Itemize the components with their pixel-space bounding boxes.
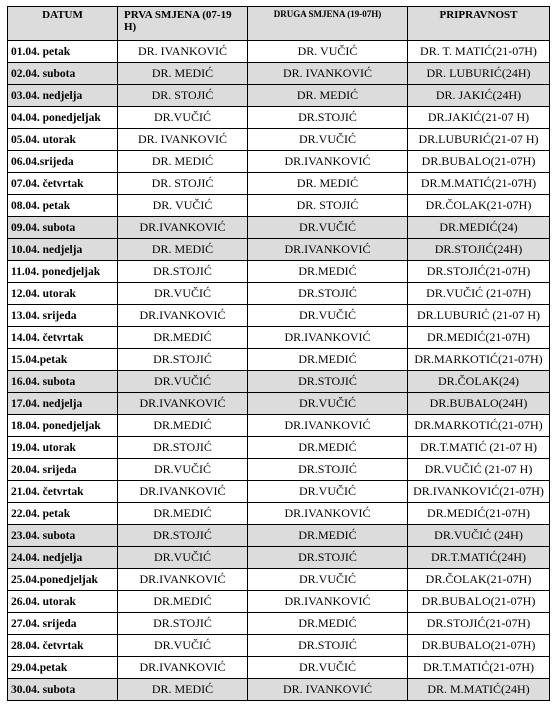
cell-druga-smjena: DR.STOJIĆ — [248, 459, 408, 481]
cell-pripravnost: DR.T.MATIĆ(21-07H) — [408, 657, 550, 679]
cell-pripravnost: DR.ČOLAK(21-07H) — [408, 569, 550, 591]
cell-prva-smjena: DR. VUČIĆ — [118, 195, 248, 217]
cell-date: 24.04. nedjelja — [8, 547, 118, 569]
cell-druga-smjena: DR.MEDIĆ — [248, 261, 408, 283]
cell-pripravnost: DR.MEDIĆ(21-07H) — [408, 327, 550, 349]
cell-druga-smjena: DR. IVANKOVIĆ — [248, 63, 408, 85]
cell-druga-smjena: DR.STOJIĆ — [248, 635, 408, 657]
cell-prva-smjena: DR.VUČIĆ — [118, 371, 248, 393]
cell-prva-smjena: DR.IVANKOVIĆ — [118, 569, 248, 591]
cell-druga-smjena: DR. STOJIĆ — [248, 195, 408, 217]
table-row — [8, 569, 550, 591]
cell-prva-smjena: DR.MEDIĆ — [118, 591, 248, 613]
cell-prva-smjena: DR.VUČIĆ — [118, 107, 248, 129]
cell-druga-smjena: DR.MEDIĆ — [248, 613, 408, 635]
table-row — [8, 591, 550, 613]
cell-druga-smjena: DR.IVANKOVIĆ — [248, 591, 408, 613]
cell-date: 29.04.petak — [8, 657, 118, 679]
table-row — [8, 63, 550, 85]
table-row — [8, 305, 550, 327]
cell-prva-smjena: DR.IVANKOVIĆ — [118, 657, 248, 679]
cell-date: 18.04. ponedjeljak — [8, 415, 118, 437]
cell-druga-smjena: DR.VUČIĆ — [248, 481, 408, 503]
cell-date: 16.04. subota — [8, 371, 118, 393]
header-druga-smjena: DRUGA SMJENA (19-07H) — [248, 7, 408, 41]
cell-pripravnost: DR.MARKOTIĆ(21-07H) — [408, 415, 550, 437]
cell-druga-smjena: DR. IVANKOVIĆ — [248, 679, 408, 701]
cell-date: 21.04. četvrtak — [8, 481, 118, 503]
cell-prva-smjena: DR. MEDIĆ — [118, 679, 248, 701]
cell-druga-smjena: DR.VUČIĆ — [248, 129, 408, 151]
table-row — [8, 261, 550, 283]
cell-druga-smjena: DR.STOJIĆ — [248, 107, 408, 129]
cell-date: 17.04. nedjelja — [8, 393, 118, 415]
cell-pripravnost: DR.STOJIĆ(21-07H) — [408, 261, 550, 283]
table-row — [8, 679, 550, 701]
cell-pripravnost: DR.BUBALO(21-07H) — [408, 591, 550, 613]
cell-prva-smjena: DR.VUČIĆ — [118, 459, 248, 481]
table-row — [8, 173, 550, 195]
cell-date: 19.04. utorak — [8, 437, 118, 459]
cell-prva-smjena: DR.VUČIĆ — [118, 547, 248, 569]
cell-druga-smjena: DR.VUČIĆ — [248, 305, 408, 327]
cell-pripravnost: DR.BUBALO(21-07H) — [408, 151, 550, 173]
cell-pripravnost: DR.T.MATIĆ(24H) — [408, 547, 550, 569]
cell-druga-smjena: DR. VUČIĆ — [248, 41, 408, 63]
schedule-sheet — [7, 6, 550, 701]
cell-pripravnost: DR.MEDIĆ(21-07H) — [408, 503, 550, 525]
cell-prva-smjena: DR.VUČIĆ — [118, 283, 248, 305]
cell-druga-smjena: DR.STOJIĆ — [248, 283, 408, 305]
table-row — [8, 85, 550, 107]
table-row — [8, 107, 550, 129]
header-row — [8, 7, 550, 41]
cell-prva-smjena: DR.STOJIĆ — [118, 525, 248, 547]
cell-date: 03.04. nedjelja — [8, 85, 118, 107]
table-row — [8, 437, 550, 459]
cell-date: 07.04. četvrtak — [8, 173, 118, 195]
cell-pripravnost: DR.VUČIĆ (24H) — [408, 525, 550, 547]
table-row — [8, 283, 550, 305]
cell-pripravnost: DR. LUBURIĆ(24H) — [408, 63, 550, 85]
table-row — [8, 459, 550, 481]
cell-date: 26.04. utorak — [8, 591, 118, 613]
cell-pripravnost: DR.ČOLAK(24) — [408, 371, 550, 393]
cell-druga-smjena: DR.MEDIĆ — [248, 437, 408, 459]
cell-date: 11.04. ponedjeljak — [8, 261, 118, 283]
cell-date: 12.04. utorak — [8, 283, 118, 305]
table-row — [8, 503, 550, 525]
table-row — [8, 129, 550, 151]
table-row — [8, 371, 550, 393]
cell-pripravnost: DR.ČOLAK(21-07H) — [408, 195, 550, 217]
cell-prva-smjena: DR. IVANKOVIĆ — [118, 129, 248, 151]
table-row — [8, 195, 550, 217]
cell-pripravnost: DR.MARKOTIĆ(21-07H) — [408, 349, 550, 371]
cell-prva-smjena: DR. IVANKOVIĆ — [118, 41, 248, 63]
cell-pripravnost: DR.STOJIĆ(24H) — [408, 239, 550, 261]
cell-date: 04.04. ponedjeljak — [8, 107, 118, 129]
cell-druga-smjena: DR.VUČIĆ — [248, 393, 408, 415]
cell-date: 09.04. subota — [8, 217, 118, 239]
cell-prva-smjena: DR. STOJIĆ — [118, 85, 248, 107]
cell-druga-smjena: DR.IVANKOVIĆ — [248, 415, 408, 437]
cell-prva-smjena: DR.STOJIĆ — [118, 437, 248, 459]
cell-prva-smjena: DR.STOJIĆ — [118, 349, 248, 371]
cell-pripravnost: DR.VUČIĆ (21-07 H) — [408, 459, 550, 481]
cell-date: 23.04. subota — [8, 525, 118, 547]
table-header — [8, 7, 550, 41]
cell-date: 02.04. subota — [8, 63, 118, 85]
cell-prva-smjena: DR.VUČIĆ — [118, 635, 248, 657]
cell-pripravnost: DR.IVANKOVIĆ(21-07H) — [408, 481, 550, 503]
cell-date: 05.04. utorak — [8, 129, 118, 151]
cell-prva-smjena: DR. MEDIĆ — [118, 63, 248, 85]
cell-prva-smjena: DR.MEDIĆ — [118, 503, 248, 525]
table-row — [8, 547, 550, 569]
cell-pripravnost: DR.T.MATIĆ (21-07 H) — [408, 437, 550, 459]
table-row — [8, 217, 550, 239]
table-body — [8, 41, 550, 701]
cell-pripravnost: DR.BUBALO(21-07H) — [408, 635, 550, 657]
cell-prva-smjena: DR.MEDIĆ — [118, 327, 248, 349]
header-pripravnost: PRIPRAVNOST — [408, 7, 550, 41]
cell-prva-smjena: DR. MEDIĆ — [118, 239, 248, 261]
cell-druga-smjena: DR. MEDIĆ — [248, 173, 408, 195]
cell-pripravnost: DR.M.MATIĆ(21-07H) — [408, 173, 550, 195]
cell-prva-smjena: DR.IVANKOVIĆ — [118, 217, 248, 239]
cell-pripravnost: DR.LUBURIĆ(21-07 H) — [408, 129, 550, 151]
cell-pripravnost: DR.LUBURIĆ (21-07 H) — [408, 305, 550, 327]
cell-pripravnost: DR.VUČIĆ (21-07H) — [408, 283, 550, 305]
cell-date: 28.04. četvrtak — [8, 635, 118, 657]
duty-schedule-table — [7, 6, 550, 701]
cell-pripravnost: DR.JAKIĆ(21-07 H) — [408, 107, 550, 129]
cell-pripravnost: DR.BUBALO(24H) — [408, 393, 550, 415]
cell-prva-smjena: DR.STOJIĆ — [118, 261, 248, 283]
header-datum: DATUM — [8, 7, 118, 41]
table-row — [8, 349, 550, 371]
cell-druga-smjena: DR.MEDIĆ — [248, 525, 408, 547]
cell-druga-smjena: DR.STOJIĆ — [248, 547, 408, 569]
cell-prva-smjena: DR.IVANKOVIĆ — [118, 481, 248, 503]
cell-date: 15.04.petak — [8, 349, 118, 371]
table-row — [8, 525, 550, 547]
cell-druga-smjena: DR.IVANKOVIĆ — [248, 151, 408, 173]
table-row — [8, 327, 550, 349]
cell-date: 25.04.ponedjeljak — [8, 569, 118, 591]
table-row — [8, 151, 550, 173]
cell-prva-smjena: DR. MEDIĆ — [118, 151, 248, 173]
cell-druga-smjena: DR.VUČIĆ — [248, 657, 408, 679]
cell-pripravnost: DR.MEDIĆ(24) — [408, 217, 550, 239]
cell-druga-smjena: DR.VUČIĆ — [248, 569, 408, 591]
cell-pripravnost: DR. M.MATIĆ(24H) — [408, 679, 550, 701]
cell-prva-smjena: DR.STOJIĆ — [118, 613, 248, 635]
cell-druga-smjena: DR.IVANKOVIĆ — [248, 327, 408, 349]
table-row — [8, 393, 550, 415]
cell-date: 30.04. subota — [8, 679, 118, 701]
table-row — [8, 239, 550, 261]
cell-druga-smjena: DR. MEDIĆ — [248, 85, 408, 107]
table-row — [8, 657, 550, 679]
cell-date: 27.04. srijeda — [8, 613, 118, 635]
header-prva-smjena: PRVA SMJENA (07-19 H) — [118, 7, 248, 41]
cell-date: 08.04. petak — [8, 195, 118, 217]
table-row — [8, 481, 550, 503]
cell-date: 06.04.srijeda — [8, 151, 118, 173]
cell-date: 01.04. petak — [8, 41, 118, 63]
cell-date: 22.04. petak — [8, 503, 118, 525]
cell-pripravnost: DR. JAKIĆ(24H) — [408, 85, 550, 107]
cell-pripravnost: DR. T. MATIĆ(21-07H) — [408, 41, 550, 63]
cell-druga-smjena: DR.VUČIĆ — [248, 217, 408, 239]
cell-date: 14.04. četvrtak — [8, 327, 118, 349]
table-row — [8, 415, 550, 437]
cell-date: 10.04. nedjelja — [8, 239, 118, 261]
cell-date: 20.04. srijeda — [8, 459, 118, 481]
table-row — [8, 613, 550, 635]
table-row — [8, 635, 550, 657]
cell-prva-smjena: DR.IVANKOVIĆ — [118, 393, 248, 415]
table-row — [8, 41, 550, 63]
cell-pripravnost: DR.STOJIĆ(21-07H) — [408, 613, 550, 635]
cell-druga-smjena: DR.IVANKOVIĆ — [248, 239, 408, 261]
cell-prva-smjena: DR.IVANKOVIĆ — [118, 305, 248, 327]
cell-druga-smjena: DR.IVANKOVIĆ — [248, 503, 408, 525]
cell-druga-smjena: DR.STOJIĆ — [248, 371, 408, 393]
cell-prva-smjena: DR.MEDIĆ — [118, 415, 248, 437]
cell-prva-smjena: DR. STOJIĆ — [118, 173, 248, 195]
cell-date: 13.04. srijeda — [8, 305, 118, 327]
cell-druga-smjena: DR.MEDIĆ — [248, 349, 408, 371]
